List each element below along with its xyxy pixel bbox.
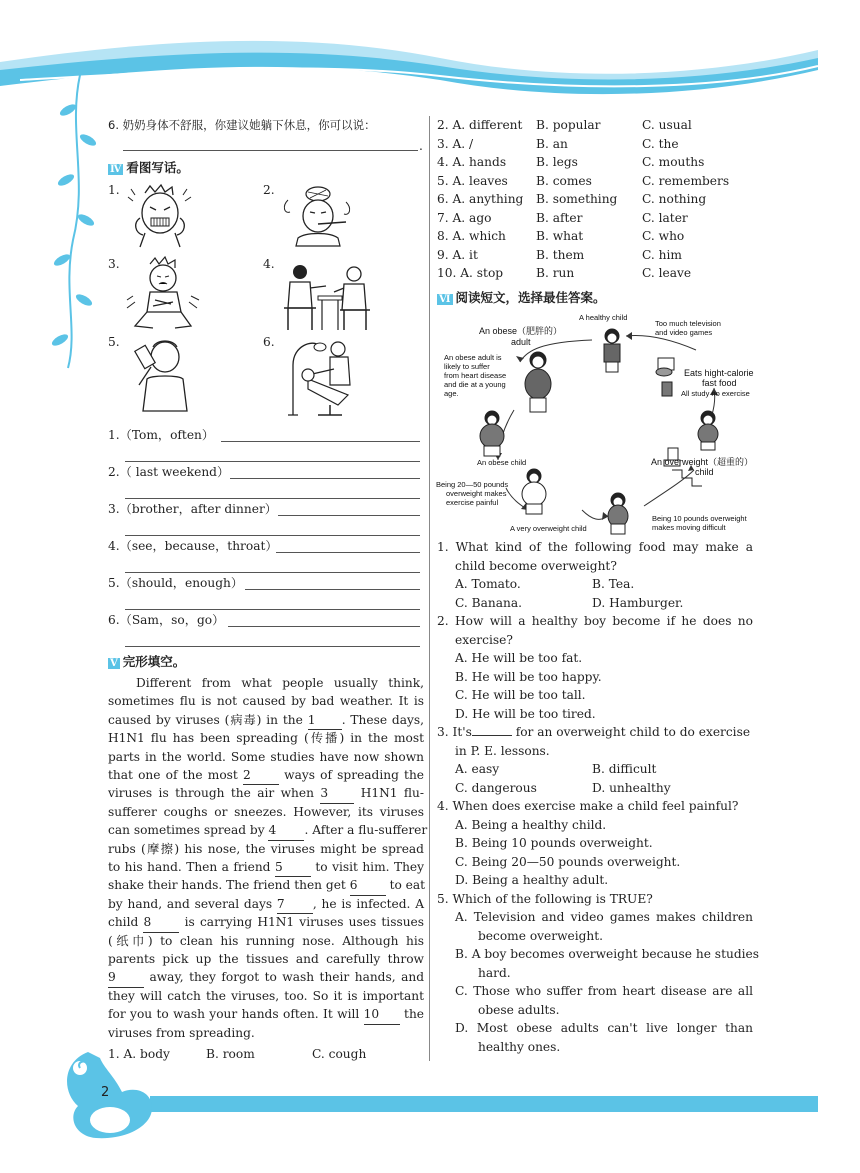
obese-child-figure	[480, 411, 504, 456]
q5-option-b-cont: hard.	[478, 965, 511, 980]
pic-label-1: 1.	[108, 183, 120, 197]
section-4-title: 看图写话。	[126, 160, 189, 175]
option-row-b: B. an	[536, 136, 568, 151]
section-6-number: Ⅵ	[439, 294, 451, 305]
option-row-b: B. after	[536, 210, 583, 225]
picture-doctor-visit	[278, 258, 373, 330]
passage-line: (纸巾) to clean his running nose. Although his	[108, 933, 424, 948]
q2-option-d[interactable]: D. He will be too tired.	[455, 706, 596, 721]
option-row-b: B. run	[536, 266, 575, 280]
answer-line-6a	[228, 626, 420, 627]
q3-option-d[interactable]: D. unhealthy	[592, 780, 671, 795]
option-1-b: B. room	[206, 1047, 255, 1061]
healthy-child-figure	[604, 329, 620, 372]
option-row-c: C. nothing	[642, 192, 707, 206]
prompt-2: 2.（ last weekend）	[108, 465, 230, 479]
prompt-5: 5.（should，enough）	[108, 576, 244, 590]
passage-line: Different from what people usually think,	[136, 676, 424, 690]
option-row-c: C. mouths	[642, 155, 705, 169]
blank-5[interactable]: 5	[275, 858, 311, 877]
answer-line-3a	[278, 515, 420, 516]
passage-line: for you to wash your hands often. It will 10 the	[108, 1005, 424, 1024]
passage-line: 9 away, they forgot to wash their hands, and	[108, 968, 424, 987]
passage-line: sufferer coughs or sneezes. However, its viruses	[108, 804, 424, 819]
option-row-c: C. remembers	[642, 173, 730, 188]
diagram-eats-fast-food: Eats hight-calorie fast food	[684, 368, 754, 388]
option-row-b: B. comes	[536, 173, 592, 188]
question-6-text: 6. 奶奶身体不舒服，你建议她躺下休息，你可以说：	[108, 118, 376, 132]
diagram-overweight-child: An overweight（超重的） child	[651, 457, 754, 477]
blank-4[interactable]: 4	[268, 821, 304, 840]
section-4-heading	[108, 158, 189, 176]
picture-drinking-boy	[125, 335, 205, 413]
option-row-c: C. him	[642, 247, 682, 262]
q5-option-d-cont: healthy ones.	[478, 1039, 561, 1054]
option-row-b: B. popular	[536, 118, 601, 132]
passage-line: parents pick up the tissues and carefully throw	[108, 952, 424, 966]
q6-period: .	[419, 139, 423, 153]
answer-line-1a	[221, 441, 420, 442]
blank-7[interactable]: 7	[277, 895, 313, 914]
answer-line-4a	[276, 552, 420, 553]
q4-option-d[interactable]: D. Being a healthy adult.	[455, 873, 609, 887]
q2-option-c[interactable]: C. He will be too tall.	[455, 688, 586, 702]
passage-line: sometimes flu is not caused by bad weather. It is	[108, 694, 424, 709]
option-row-a: 6. A. anything	[437, 192, 524, 206]
answer-line-5b	[125, 609, 420, 610]
option-row-c: C. usual	[642, 118, 692, 132]
prompt-3: 3.（brother，after dinner）	[108, 502, 277, 516]
footer-bar	[150, 1096, 818, 1112]
section-6-heading	[437, 288, 606, 306]
q2-option-a[interactable]: A. He will be too fat.	[455, 651, 583, 665]
diagram-obese-adult: An obese（肥胖的） adult	[479, 326, 563, 347]
q3-option-a[interactable]: A. easy	[455, 762, 500, 776]
q5-option-d[interactable]: D. Most obese adults can't live longer than	[455, 1021, 753, 1035]
header-wave-decoration	[0, 0, 860, 130]
prompt-6: 6.（Sam，so，go）	[108, 613, 225, 627]
q5-option-a-cont: become overweight.	[478, 928, 604, 943]
option-row-a: 9. A. it	[437, 247, 478, 262]
blank-10[interactable]: 10	[364, 1005, 400, 1024]
section-4-number: Ⅳ	[110, 164, 122, 175]
pic-label-4: 4.	[263, 257, 275, 271]
pic-label-6: 6.	[263, 335, 275, 349]
very-overweight-child-figure	[522, 469, 546, 514]
q1-option-a[interactable]: A. Tomato.	[455, 577, 521, 591]
passage-line: H1N1 flu has been spreading (传播) in the most	[108, 731, 424, 746]
option-row-a: 5. A. leaves	[437, 173, 508, 188]
q4-option-b[interactable]: B. Being 10 pounds overweight.	[455, 836, 653, 850]
option-row-c: C. later	[642, 210, 688, 225]
overweight-child-2-figure	[698, 411, 718, 450]
passage-line: shake their hands. The friend then get 6 to eat	[108, 876, 424, 895]
blank-2[interactable]: 2	[243, 766, 279, 785]
section-5-heading	[108, 652, 185, 670]
q5-option-c-cont: obese adults.	[478, 1002, 560, 1017]
diagram-being-10: Being 10 pounds overweight makes moving difficult	[652, 514, 747, 532]
passage-line: that one of the most 2 ways of spreading the	[108, 766, 424, 785]
option-row-a: 3. A. /	[437, 136, 474, 151]
picture-fever-person	[278, 180, 358, 248]
option-row-c: C. leave	[642, 266, 692, 280]
passage-line: viruses from spreading.	[108, 1025, 255, 1040]
q1-option-b[interactable]: B. Tea.	[592, 577, 635, 591]
passage-line: by hand, and several days 7 , he is infected. A	[108, 895, 424, 914]
q3-blank[interactable]	[472, 735, 512, 736]
q1-option-c[interactable]: C. Banana.	[455, 595, 522, 610]
blank-1[interactable]: 1	[308, 711, 342, 730]
q4-option-c[interactable]: C. Being 20—50 pounds overweight.	[455, 854, 681, 869]
pic-label-3: 3.	[108, 257, 120, 271]
section-5-number: Ⅴ	[110, 658, 118, 669]
reading-q4: 4. When does exercise make a child feel painful?	[437, 799, 739, 813]
vine-decoration	[28, 70, 98, 370]
passage-line: parts in the world. Some studies have now shown	[108, 749, 424, 764]
option-row-a: 4. A. hands	[437, 155, 507, 169]
passage-line: they will catch the viruses, too. So it is important	[108, 988, 424, 1003]
diagram-obese-child: An obese child	[477, 458, 527, 467]
q4-option-a[interactable]: A. Being a healthy child.	[455, 817, 607, 832]
passage-line: viruses is through the air when 3 H1N1 flu-	[108, 784, 424, 803]
option-row-a: 8. A. which	[437, 229, 506, 243]
q3-option-c[interactable]: C. dangerous	[455, 780, 537, 795]
answer-line-2a	[230, 478, 420, 479]
blank-3[interactable]: 3	[320, 784, 354, 803]
answer-line-3b	[125, 535, 420, 536]
prompt-4: 4.（see，because，throat）	[108, 539, 278, 553]
option-row-a: 2. A. different	[437, 118, 523, 132]
blank-6[interactable]: 6	[350, 876, 386, 895]
page-number: 2	[101, 1085, 110, 1100]
answer-line-2b	[125, 498, 420, 499]
pic-label-2: 2.	[263, 183, 275, 197]
answer-line-5a	[245, 589, 420, 590]
option-row-b: B. something	[536, 192, 618, 206]
picture-toothache-boy	[125, 183, 195, 248]
section-6-title: 阅读短文，选择最佳答案。	[455, 290, 606, 305]
column-divider	[429, 116, 430, 1061]
pic-label-5: 5.	[108, 335, 120, 349]
option-row-b: B. what	[536, 229, 584, 243]
diagram-being-20-50: Being 20—50 pounds overweight makes exercise painful	[436, 480, 509, 507]
passage-line: rubs (摩擦) his nose, the viruses might be spread	[108, 841, 424, 856]
option-row-b: B. them	[536, 247, 585, 262]
reading-q3-cont: in P. E. lessons.	[455, 743, 550, 758]
answer-line-4b	[125, 572, 420, 573]
passage-line: child 8 is carrying H1N1 viruses uses tissues	[108, 913, 424, 932]
picture-stomachache-boy	[125, 256, 205, 331]
answer-line-1b	[125, 461, 420, 462]
option-row-b: B. legs	[536, 155, 578, 169]
option-1-a: 1. A. body	[108, 1047, 170, 1061]
diagram-very-overweight: A very overweight child	[510, 524, 587, 533]
passage-line: can sometimes spread by 4 . After a flu-sufferer	[108, 821, 424, 840]
blank-9[interactable]: 9	[108, 968, 144, 987]
q1-option-d[interactable]: D. Hamburger.	[592, 595, 684, 610]
prompt-1: 1.（Tom，often）	[108, 428, 215, 442]
answer-line-6b	[125, 646, 420, 647]
reading-q2-cont: exercise?	[455, 632, 513, 647]
option-row-c: C. who	[642, 229, 685, 243]
blank-8[interactable]: 8	[143, 913, 179, 932]
reading-q1-cont: child become overweight?	[455, 558, 617, 573]
option-row-c: C. the	[642, 136, 679, 151]
overweight-child-figure	[608, 493, 628, 534]
reading-q3: 3. It's for an overweight child to do exercise	[437, 725, 751, 739]
diagram-healthy-child: A healthy child	[579, 313, 628, 322]
obese-adult-figure	[525, 352, 551, 412]
passage-line: to his hand. Then a friend 5 to visit him. They	[108, 858, 424, 877]
q2-option-b[interactable]: B. He will be too happy.	[455, 669, 602, 684]
reading-q5: 5. Which of the following is TRUE?	[437, 891, 653, 906]
section-5-title: 完形填空。	[122, 654, 186, 669]
q3-option-b[interactable]: B. difficult	[592, 762, 657, 776]
answer-line-q6	[123, 150, 418, 151]
passage-line: caused by viruses (病毒) in the 1 . These days,	[108, 711, 424, 730]
diagram-obese-adult-note: An obese adult is likely to suffer from heart disease and die at a young age.	[444, 353, 507, 398]
diagram-too-much-tv: Too much television and video games	[655, 319, 721, 337]
q5-option-b[interactable]: B. A boy becomes overweight because he studies	[455, 947, 759, 961]
reading-q2: 2. How will a healthy boy become if he does no	[437, 614, 753, 628]
reading-q1: 1. What kind of the following food may make a	[437, 540, 753, 554]
q5-option-a[interactable]: A. Television and video games makes children	[455, 910, 753, 924]
diagram-all-study: All study no exercise	[681, 389, 750, 398]
option-row-a: 7. A. ago	[437, 210, 492, 225]
q5-option-c[interactable]: C. Those who suffer from heart disease are all	[455, 984, 753, 998]
picture-dentist	[278, 335, 368, 417]
option-1-c: C. cough	[312, 1047, 367, 1061]
option-row-a: 10. A. stop	[437, 266, 504, 280]
